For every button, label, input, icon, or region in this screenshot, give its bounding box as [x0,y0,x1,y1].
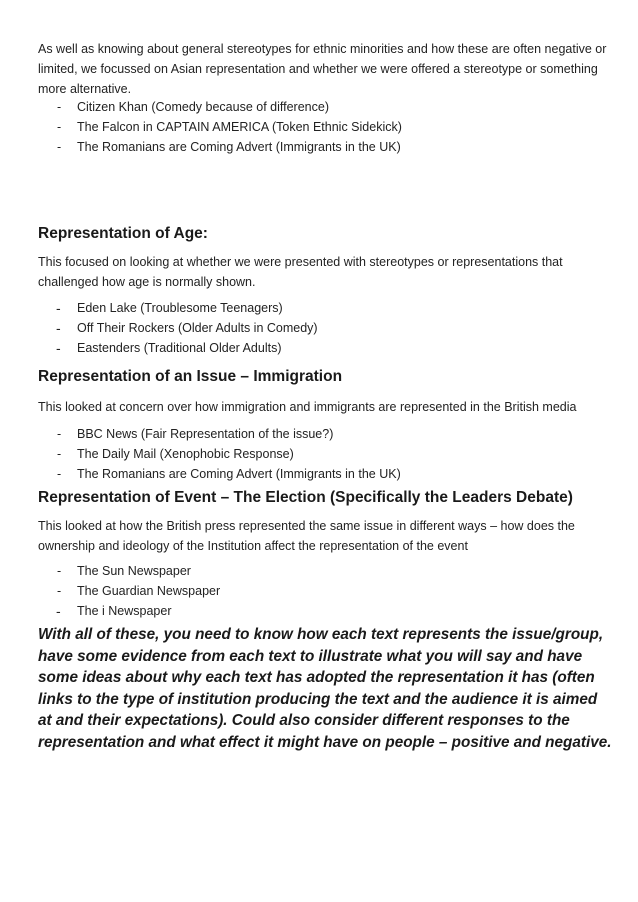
age-description: This focused on looking at whether we were presented with stereotypes or representations that challenged how age is normally shown. [38,255,563,289]
intro-paragraph: As well as knowing about general stereotypes for ethnic minorities and how these are often negative or limited, we focussed on Asian representation and whether we were offered a stereotype or something more alternative. [38,42,607,96]
list-item [38,424,608,444]
bullet-dash: - [57,584,62,598]
list-item-text: The Daily Mail (Xenophobic Response) [77,447,294,461]
list-item-text: The i Newspaper [77,604,172,618]
list-item-text: Citizen Khan (Comedy because of difference) [77,100,329,114]
age-examples-list [38,298,608,358]
bullet-dash: - [56,340,61,356]
ethnicity-examples-list [38,97,608,157]
bullet-dash: - [56,300,61,316]
list-item [38,137,608,157]
bullet-dash: - [56,320,61,336]
list-item-text: The Falcon in CAPTAIN AMERICA (Token Ethnic Sidekick) [77,120,402,134]
bullet-dash: - [56,603,61,619]
list-item [38,338,608,358]
list-item-text: The Romanians are Coming Advert (Immigrants in the UK) [77,467,401,481]
bullet-dash: - [57,427,62,441]
closing-paragraph: With all of these, you need to know how each text represents the issue/group, have some evidence from each text to illustrate what you will say and have some ideas about why each text has adopted the representation it has (often links to the type of institution producing the text and the audience it is aimed at and their expectations). Could also consider different responses to the representation and what effect it might have on people – positive and negative. [38,626,612,751]
issue-examples-list [38,424,608,484]
list-item [38,561,608,581]
bullet-dash: - [57,120,62,134]
list-item-text: Eden Lake (Troublesome Teenagers) [77,301,283,315]
list-item-text: The Sun Newspaper [77,564,191,578]
list-item [38,581,608,601]
event-heading: Representation of Event – The Election (Specifically the Leaders Debate) [38,489,573,506]
list-item [38,117,608,137]
list-item [38,298,608,318]
list-item [38,318,608,338]
list-item-text: BBC News (Fair Representation of the issue?) [77,427,334,441]
list-item-text: The Romanians are Coming Advert (Immigrants in the UK) [77,140,401,154]
bullet-dash: - [57,447,62,461]
bullet-dash: - [57,467,62,481]
list-item [38,464,608,484]
event-examples-list [38,561,608,621]
list-item [38,601,608,621]
list-item-text: Eastenders (Traditional Older Adults) [77,341,282,355]
list-item [38,444,608,464]
age-heading: Representation of Age: [38,225,208,242]
event-description: This looked at how the British press represented the same issue in different ways – how does the ownership and ideology of the Institution affect the representation of the event [38,519,575,553]
bullet-dash: - [57,140,62,154]
list-item-text: The Guardian Newspaper [77,584,221,598]
list-item-text: Off Their Rockers (Older Adults in Comedy) [77,321,318,335]
issue-heading: Representation of an Issue – Immigration [38,368,343,385]
list-item [38,97,608,117]
bullet-dash: - [57,564,62,578]
issue-description: This looked at concern over how immigration and immigrants are represented in the British media [38,400,577,414]
bullet-dash: - [57,100,62,114]
